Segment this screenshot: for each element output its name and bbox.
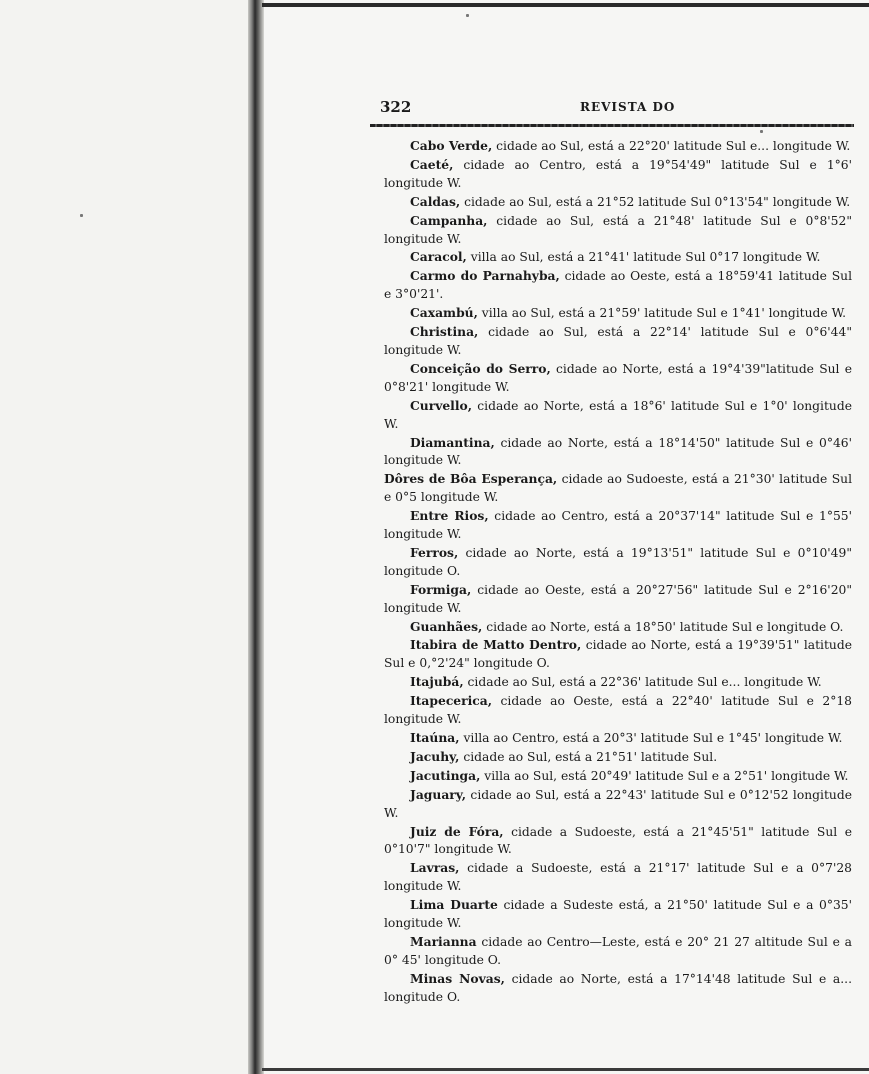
entry-place-name: Lima Duarte <box>410 897 498 913</box>
entry-place-name: Entre Rios, <box>410 508 489 524</box>
entry-description: cidade ao Sul, está a 22°14' latitude Sul e 0°6'44" longitude W. <box>384 325 852 357</box>
entry-place-name: Caldas, <box>410 193 461 209</box>
entry <box>384 823 852 860</box>
entry-description: cidade ao Sul, está a 22°20' latitude Sul e... longitude W. <box>492 139 851 153</box>
entry-description: cidade ao Oeste, está a 18°59'41 latitude Sul e 3°0'21'. <box>384 269 853 302</box>
entry <box>384 267 852 304</box>
entry <box>384 896 852 933</box>
entry-place-name: Carmo do Parnahyba, <box>410 268 560 284</box>
entry <box>384 581 852 618</box>
entry-description: cidade ao Sudoeste, está a 21°30' latitude Sul e 0°5 longitude W. <box>384 472 852 505</box>
entry-description: cidade a Sudoeste, está a 21°17' latitude Sul e a 0°7'28 longitude W. <box>384 861 852 894</box>
entry <box>384 397 852 434</box>
entry-description: cidade ao Norte, está a 17°14'48 latitude Sul e a... longitude O. <box>384 971 852 1004</box>
entry-place-name: Lavras, <box>410 860 460 876</box>
entry-description: cidade ao Sul, está a 22°43' latitude Sul e 0°12'52 longitude W. <box>384 787 852 820</box>
entry-place-name: Conceição do Serro, <box>410 360 551 376</box>
entry <box>384 859 852 896</box>
entry <box>384 673 852 692</box>
speck <box>466 14 469 17</box>
facing-page <box>0 0 248 1074</box>
entry-place-name: Caxambú, <box>410 305 478 321</box>
entry-place-name: Curvello, <box>410 397 473 413</box>
entry-place-name: Jaguary, <box>410 786 467 802</box>
entry-description: cidade ao Centro—Leste, está e 20° 21 27 altitude Sul e a 0° 45' longitude O. <box>384 934 852 967</box>
entry-description: cidade a Sudeste está, a 21°50' latitude Sul e a 0°35' longitude W. <box>384 898 853 931</box>
header-rule <box>370 124 854 127</box>
entry <box>384 729 852 748</box>
entry-description: villa ao Centro, está a 20°3' latitude Sul e 1°45' longitude W. <box>459 731 843 745</box>
entry-description: cidade ao Sul, está a 22°36' latitude Sul e... longitude W. <box>463 675 822 690</box>
entry-description: cidade ao Sul, está a 21°48' latitude Sul e 0°8'52" longitude W. <box>384 213 852 246</box>
entry-place-name: Caracol, <box>410 249 467 265</box>
entry-description: cidade ao Norte, está a 18°50' latitude Sul e longitude O. <box>482 619 844 634</box>
entry-description: cidade ao Oeste, está a 22°40' latitude Sul e 2°18 longitude W. <box>384 694 852 727</box>
entry-place-name: Itajubá, <box>410 674 464 690</box>
entry <box>384 156 852 193</box>
entry-description: cidade ao Norte, está a 19°13'51" latitude Sul e 0°10'49" longitude O. <box>384 545 852 578</box>
entry <box>384 692 852 729</box>
entry <box>384 544 852 581</box>
entry <box>384 767 852 786</box>
entry <box>384 304 852 323</box>
entry-description: cidade ao Norte, está a 19°39'51" latitude Sul e 0,°2'24" longitude O. <box>384 638 853 671</box>
entry-place-name: Juiz de Fóra, <box>410 823 504 839</box>
entry-place-name: Itapecerica, <box>410 693 493 709</box>
entry-place-name: Cabo Verde, <box>410 138 493 153</box>
entry-place-name: Christina, <box>410 324 479 340</box>
entry-description: villa ao Sul, está 20°49' latitude Sul e a 2°51' longitude W. <box>480 768 849 783</box>
entry-description: cidade ao Centro, está a 19°54'49" latitude Sul e 1°6' longitude W. <box>384 157 852 190</box>
entry <box>384 970 852 1007</box>
entry-description: villa ao Sul, está a 21°59' latitude Sul e 1°41' longitude W. <box>477 306 846 321</box>
entry-place-name: Ferros, <box>410 544 459 560</box>
entry <box>384 470 852 507</box>
entry-place-name: Jacuhy, <box>410 748 460 764</box>
entry-description: cidade ao Norte, está a 19°4'39"latitude Sul e 0°8'21' longitude W. <box>384 361 853 394</box>
entry-place-name: Itabira de Matto Dentro, <box>410 637 582 653</box>
top-edge <box>262 3 869 7</box>
entry-description: cidade a Sudoeste, está a 21°45'51" latitude Sul e 0°10'7" longitude W. <box>384 824 852 857</box>
entry-description: cidade ao Norte, está a 18°6' latitude Sul e 1°0' longitude W. <box>384 398 852 431</box>
entry <box>384 137 852 156</box>
entry-place-name: Caeté, <box>410 156 454 172</box>
entry-place-name: Guanhães, <box>410 618 483 634</box>
entry <box>384 636 852 673</box>
entry <box>384 618 852 637</box>
speck <box>760 130 763 133</box>
entry-description: cidade ao Sul, está a 21°51' latitude Sul. <box>459 749 718 764</box>
entry <box>384 212 852 249</box>
running-title: REVISTA DO <box>580 100 676 114</box>
entry <box>384 507 852 544</box>
bottom-edge <box>262 1068 869 1071</box>
entry-description: cidade ao Norte, está a 18°14'50" latitude Sul e 0°46' longitude W. <box>384 435 852 468</box>
entry-description: villa ao Sul, está a 21°41' latitude Sul 0°17 longitude W. <box>466 250 821 265</box>
entry-place-name: Minas Novas, <box>410 970 505 986</box>
entry <box>384 193 852 212</box>
entry <box>384 323 852 360</box>
entry <box>384 360 852 397</box>
gazetteer-text <box>384 137 852 1007</box>
entry-place-name: Itaúna, <box>410 730 460 745</box>
page-header <box>380 98 850 120</box>
entry-place-name: Jacutinga, <box>410 767 481 783</box>
entry-place-name: Dôres de Bôa Esperança, <box>384 471 558 487</box>
page-number: 322 <box>380 98 412 116</box>
entry-place-name: Diamantina, <box>410 434 495 450</box>
entry-description: cidade ao Oeste, está a 20°27'56" latitude Sul e 2°16'20" longitude W. <box>384 582 852 615</box>
entry-description: cidade ao Centro, está a 20°37'14" latitude Sul e 1°55' longitude W. <box>384 509 852 542</box>
entry <box>384 748 852 767</box>
entry-description: cidade ao Sul, está a 21°52 latitude Sul 0°13'54" longitude W. <box>460 194 851 209</box>
entry <box>384 248 852 267</box>
book-binding <box>248 0 264 1074</box>
entry-place-name: Marianna <box>410 933 477 949</box>
entry-place-name: Campanha, <box>410 212 488 228</box>
entry <box>384 434 852 471</box>
entry-place-name: Formiga, <box>410 581 472 597</box>
speck <box>80 214 83 217</box>
entry <box>384 786 852 823</box>
entry <box>384 933 852 970</box>
